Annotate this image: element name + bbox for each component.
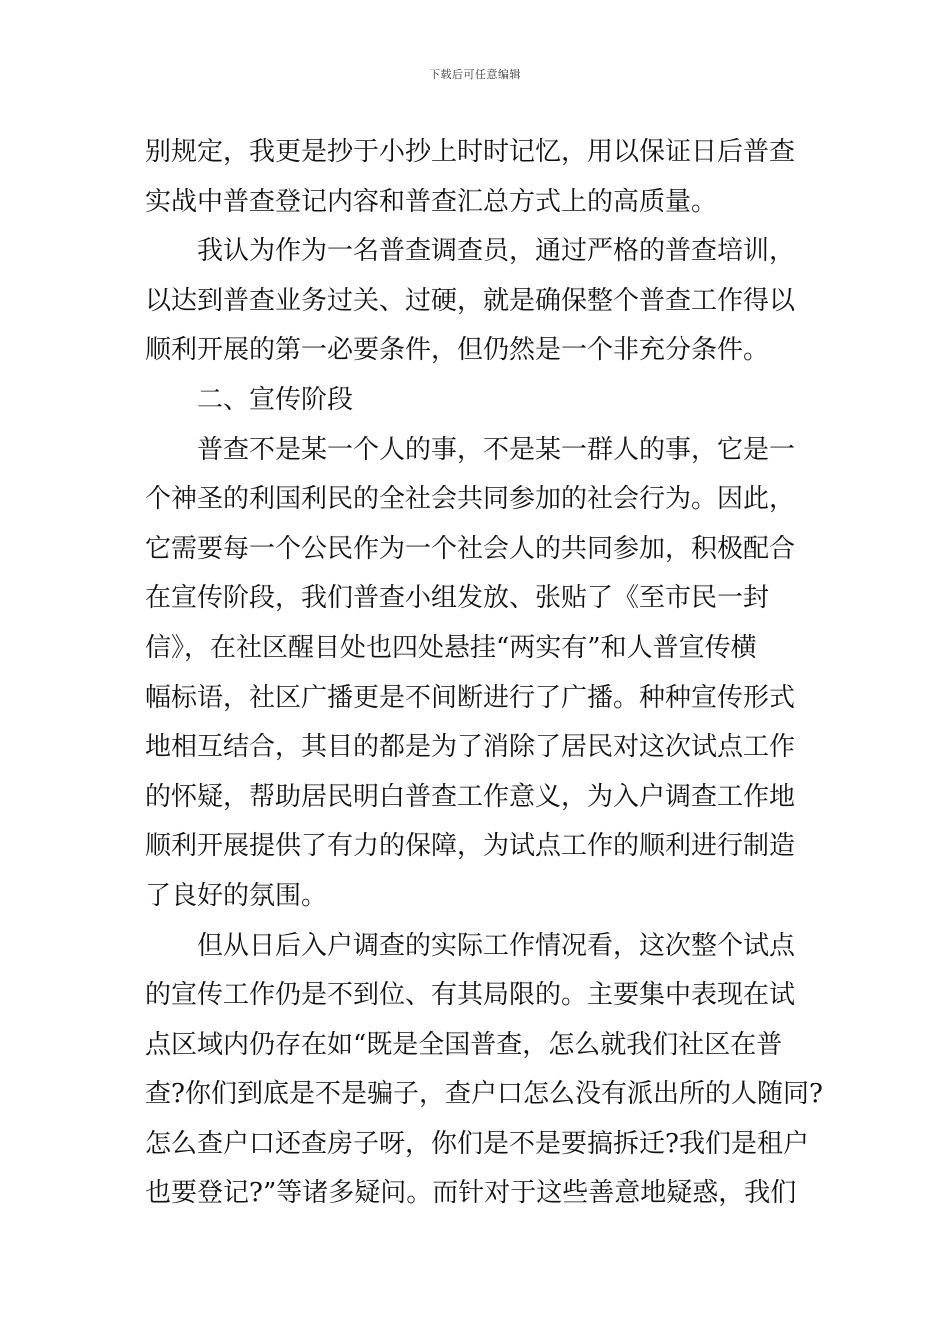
text-line: 但从日后入户调查的实际工作情况看，这次整个试点 [145, 930, 796, 961]
document-body [145, 128, 823, 1219]
text-line: 信》，在社区醒目处也四处悬挂“两实有”和人普宣传横 [145, 632, 757, 663]
text-line: 幅标语，社区广播更是不间断进行了广播。种种宣传形式 [145, 682, 796, 713]
text-line: 别规定，我更是抄于小抄上时时记忆，用以保证日后普查 [145, 137, 796, 167]
text-line: 怎么查户口还查房子呀，你们是不是要搞拆迁?我们是租户 [145, 1128, 809, 1159]
text-line: 以达到普查业务过关、过硬，就是确保整个普查工作得以 [145, 285, 796, 316]
text-line: 地相互结合，其目的都是为了消除了居民对这次试点工作 [145, 732, 796, 763]
text-line: 也要登记?”等诸多疑问。而针对于这些善意地疑惑，我们 [145, 1178, 797, 1209]
section-heading: 二、宣传阶段 [145, 384, 354, 415]
text-line: 的怀疑，帮助居民明白普查工作意义，为入户调查工作地 [145, 781, 796, 812]
text-line: 了良好的氛围。 [145, 880, 328, 911]
text-line: 我认为作为一名普查调查员，通过严格的普查培训， [145, 236, 796, 267]
text-line: 普查不是某一个人的事，不是某一群人的事，它是一 [145, 434, 796, 465]
text-line: 在宣传阶段，我们普查小组发放、张贴了《至市民一封 [145, 583, 770, 614]
text-line: 点区域内仍存在如“既是全国普查，怎么就我们社区在普 [145, 1029, 783, 1060]
text-line: 查?你们到底是不是骗子，查户口怎么没有派出所的人随同? [145, 1079, 823, 1110]
text-line: 顺利开展提供了有力的保障，为试点工作的顺利进行制造 [145, 831, 796, 862]
page-header: 下载后可任意编辑 [429, 68, 521, 81]
text-line: 顺利开展的第一必要条件，但仍然是一个非充分条件。 [145, 335, 770, 366]
text-line: 的宣传工作仍是不到位、有其局限的。主要集中表现在试 [145, 980, 796, 1011]
text-line: 它需要每一个公民作为一个社会人的共同参加，积极配合 [145, 533, 796, 564]
text-line: 个神圣的利国利民的全社会共同参加的社会行为。因此， [145, 484, 796, 515]
text-line: 实战中普查登记内容和普查汇总方式上的高质量。 [145, 186, 718, 217]
